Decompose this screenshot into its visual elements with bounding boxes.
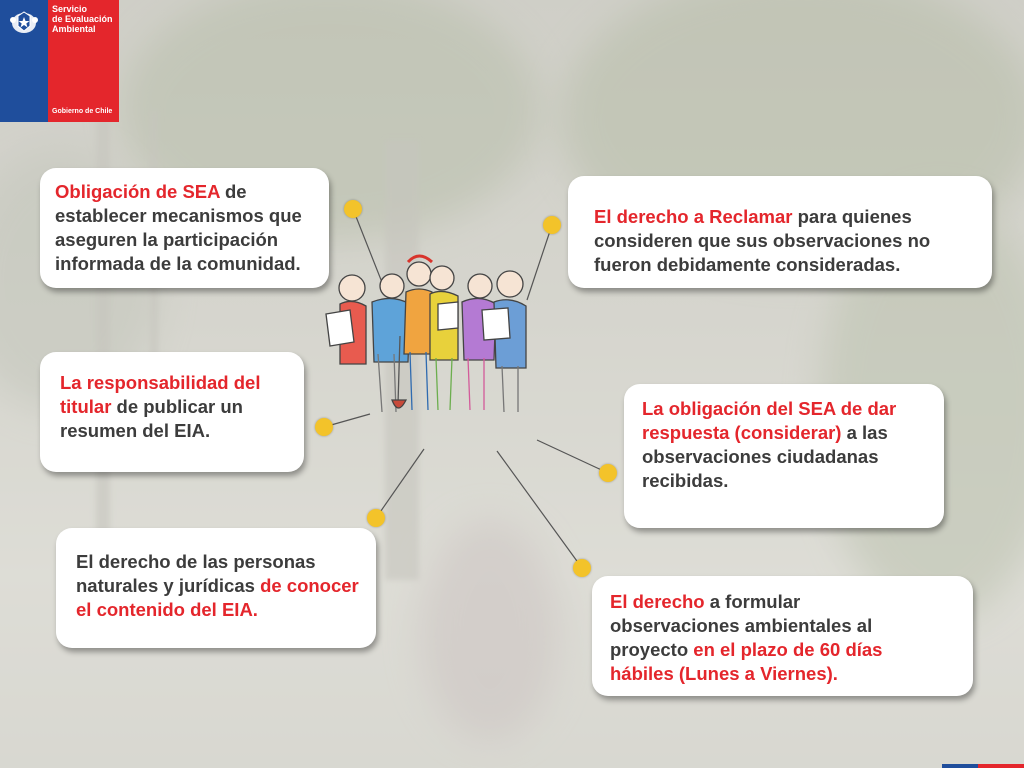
organization-name: Servicio de Evaluación Ambiental: [52, 4, 113, 34]
info-card-community-participation: [40, 168, 329, 288]
info-card-sea-response-obligation: [624, 384, 944, 528]
connector-dot: [367, 509, 385, 527]
card-highlight-deadline: en el plazo de 60 días hábiles (Lunes a Viernes).: [610, 639, 883, 684]
card-highlight: La obligación del SEA de dar respuesta (considerar): [642, 398, 897, 443]
brand-footer-bar: [942, 764, 1024, 768]
card-highlight: El derecho: [610, 591, 705, 612]
group-of-citizens-illustration: [312, 244, 550, 422]
card-highlight: El derecho a Reclamar: [594, 206, 793, 227]
connector-dot: [599, 464, 617, 482]
info-card-holder-responsibility: [40, 352, 304, 472]
card-text: de establecer mecanismos que aseguren la participación informada de la comunidad.: [55, 181, 302, 274]
info-card-right-to-observe: [592, 576, 973, 696]
card-text: de publicar un resumen del EIA.: [60, 396, 243, 441]
connector-dot: [543, 216, 561, 234]
card-text: a las observaciones ciudadanas recibidas.: [642, 422, 888, 491]
connector-dot: [344, 200, 362, 218]
card-text: a formular observaciones ambientales al proyecto: [610, 591, 873, 660]
government-label: Gobierno de Chile: [52, 108, 113, 115]
info-card-right-to-claim: [568, 176, 992, 288]
chile-coat-of-arms-icon: [6, 6, 42, 38]
sea-logo: [0, 0, 119, 122]
card-text: para quienes consideren que sus observaciones no fueron debidamente consideradas.: [594, 206, 931, 275]
card-highlight: La responsabilidad del titular: [60, 372, 261, 417]
card-highlight: Obligación de SEA: [55, 181, 220, 202]
card-highlight: de conocer el contenido del EIA.: [76, 575, 359, 620]
card-text: El derecho de las personas naturales y jurídicas: [76, 551, 316, 596]
connector-dot: [315, 418, 333, 436]
connector-dot: [573, 559, 591, 577]
info-card-right-to-know-eia: [56, 528, 376, 648]
